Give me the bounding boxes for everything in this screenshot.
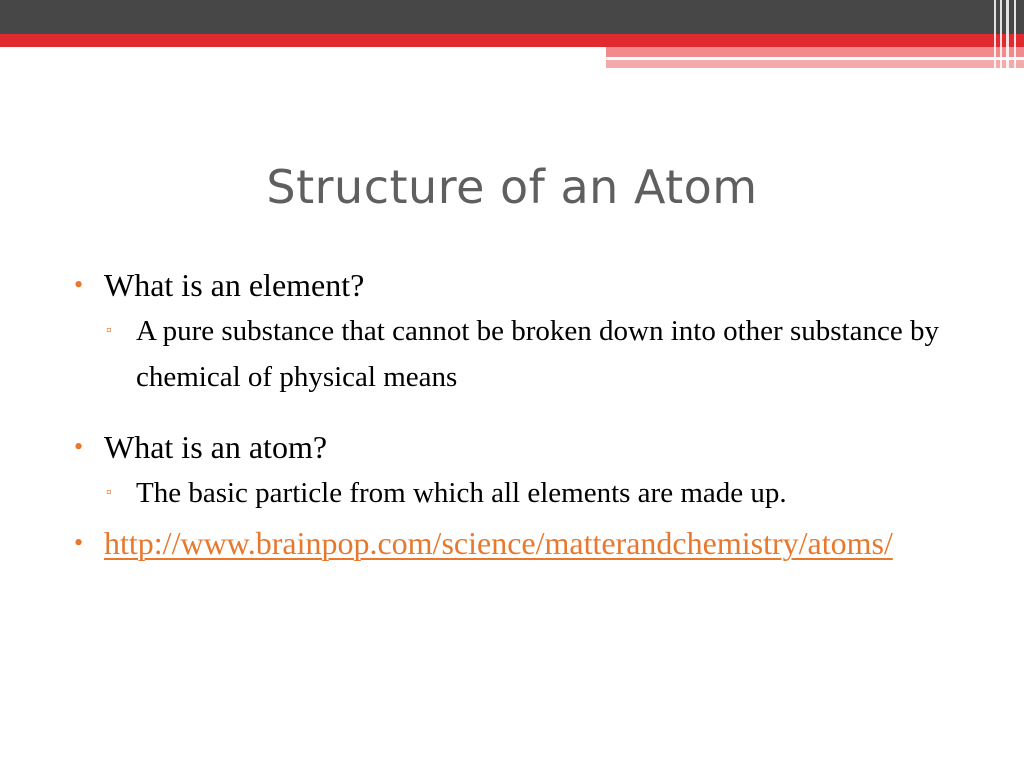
sub-bullet-icon: ▫: [106, 322, 112, 339]
bullet-icon: •: [74, 432, 84, 461]
bullet-link: [72, 520, 972, 566]
header-pink-bar-lower: [606, 60, 1024, 68]
bullet-text: What is an atom?: [104, 429, 328, 465]
header-red-bar: [0, 34, 1024, 47]
slide-body: [72, 262, 972, 566]
bullet-element-question: [72, 262, 972, 308]
bullet-icon: •: [74, 270, 84, 299]
header-pink-bar: [606, 47, 1024, 57]
sub-bullet-atom-definition: [72, 470, 972, 516]
sub-bullet-icon: ▫: [106, 484, 112, 501]
bullet-icon: •: [74, 528, 84, 557]
sub-bullet-text: A pure substance that cannot be broken down into other substance by chemical of physical means: [136, 315, 939, 393]
header-stripes: [990, 0, 1024, 70]
slide-title: Structure of an Atom: [266, 160, 758, 214]
header-dark-bar: [0, 0, 1024, 34]
sub-bullet-element-definition: [72, 308, 972, 400]
bullet-text: What is an element?: [104, 267, 365, 303]
bullet-atom-question: [72, 424, 972, 470]
brainpop-link[interactable]: http://www.brainpop.com/science/matterandchemistry/atoms/: [104, 525, 893, 561]
sub-bullet-text: The basic particle from which all elements are made up.: [136, 477, 787, 509]
